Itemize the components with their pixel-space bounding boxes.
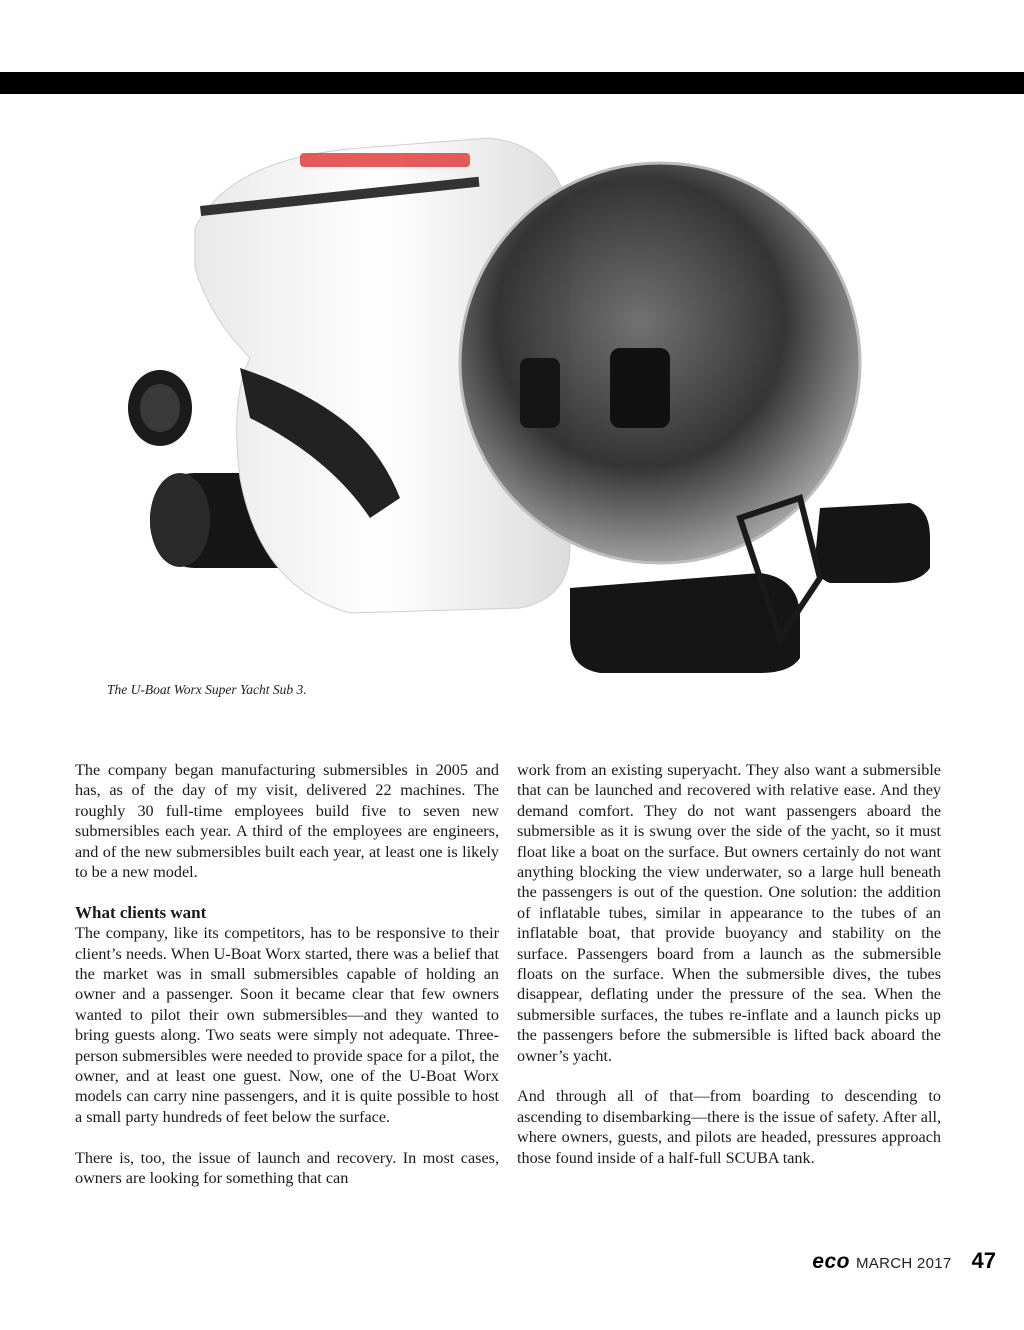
magazine-logo: eco — [812, 1250, 850, 1273]
article-right-column — [517, 760, 941, 1168]
article-paragraph: work from an existing superyacht. They also want a submersible that can be launched and recovered with relative ease. And they demand comfort. They do not want passengers aboard the submersible as it is swung over the side of the yacht, so it must float like a boat on the surface. But owners certainly do not want anything blocking the view underwater, so a large hull beneath the passengers is out of the question. One solution: the addition of inflatable tubes, similar in appearance to the tubes of an inflatable boat, that provide buoyancy and stability on the surface. Passengers board from a launch as the submersible floats on the surface. When the submersible dives, the tubes disappear, deflating under the pressure of the sea. When the submersible surfaces, the tubes re-inflate and a launch picks up the passengers before the submersible is lifted back aboard the owner’s yacht. — [517, 761, 941, 1065]
figure-caption: The U-Boat Worx Super Yacht Sub 3. — [107, 682, 307, 697]
section-heading: What clients want — [75, 902, 207, 922]
article-paragraph: There is, too, the issue of launch and recovery. In most cases, owners are looking for something that can — [75, 1148, 499, 1188]
article-paragraph: The company, like its competitors, has to be responsive to their client’s needs. When U-Boat Worx started, there was a belief that the market was in small submersibles capable of holding an owner and a passenger. Soon it became clear that few owners wanted to pilot their own submersibles—and they wanted to bring guests along. Two seats were simply not adequate. Three-person submersibles were needed to provide space for a pilot, the owner, and at least one guest. Now, one of the U-Boat Worx models can carry nine passengers, and it is quite possible to host a small party hundreds of feet below the surface. — [75, 924, 499, 1126]
article-left-column — [75, 760, 499, 1189]
article-paragraph: And through all of that—from boarding to descending to ascending to disembarking—there is the issue of safety. After all, where owners, guests, and pilots are headed, pressures approach those found inside of a half-full SCUBA tank. — [517, 1087, 941, 1167]
submersible-illustration — [100, 118, 940, 678]
submersible-photo — [100, 118, 940, 678]
article-paragraph: The company began manufacturing submersibles in 2005 and has, as of the day of my visit, delivered 22 machines. The roughly 30 full-time employees build five to seven new submersibles each year. A third of the employees are engineers, and of the new submersibles built each year, at least one is likely to be a new model. — [75, 761, 499, 882]
header-bar — [0, 72, 1024, 94]
issue-date: MARCH 2017 — [855, 1255, 952, 1272]
page-number: 47 — [971, 1248, 996, 1273]
page-footer — [812, 1248, 996, 1274]
